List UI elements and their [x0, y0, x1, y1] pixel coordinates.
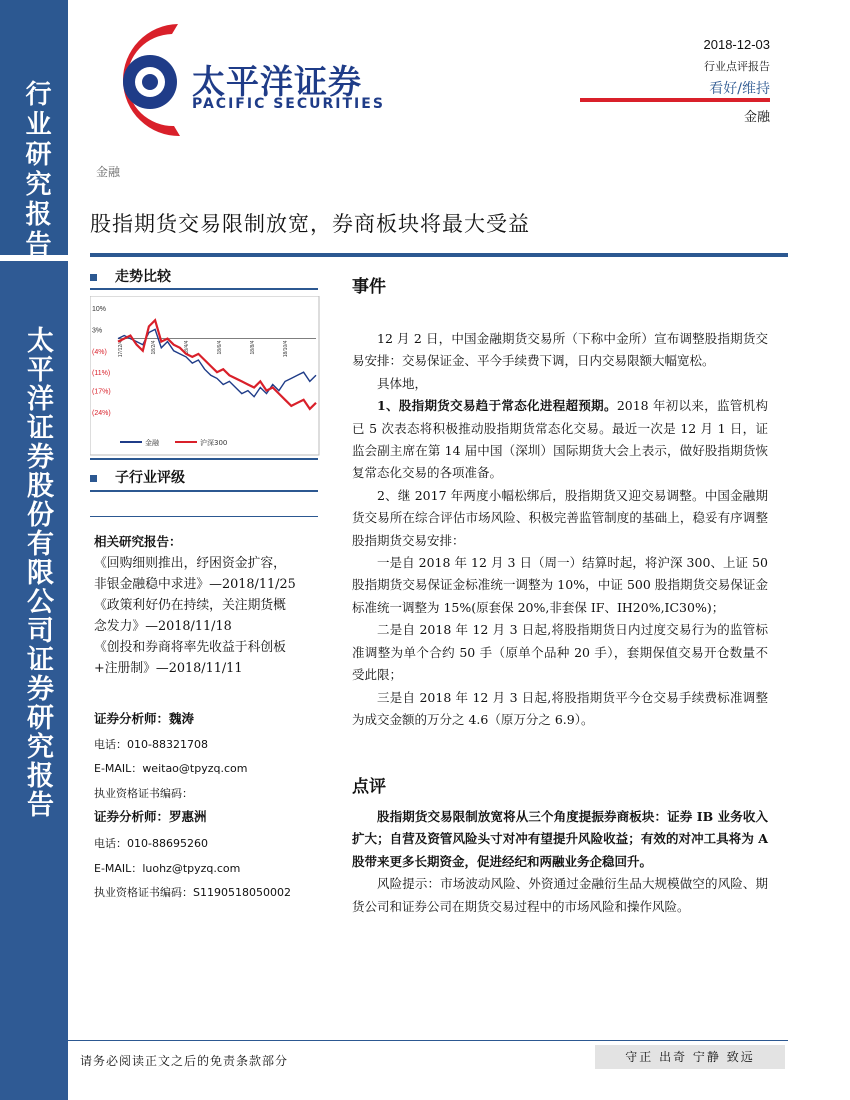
review-paragraph: 风险提示：市场波动风险、外资通过金融衍生品大规模做空的风险、期货公司和证券公司在期货交易过程中的市场风险和操作风险。	[352, 876, 768, 914]
y-tick-label: 10%	[92, 306, 107, 313]
header-red-rule	[580, 98, 770, 102]
related-item-line: 《回购细则推出，纾困资金扩容，	[94, 556, 286, 571]
series-line	[118, 320, 316, 409]
legend-label: 沪深300	[200, 439, 228, 447]
analyst-2-email-link[interactable]: luohz@tpyzq.com	[142, 862, 241, 875]
event-paragraph: 三是自 2018 年 12 月 3 日起,将股指期货平今仓交易手续费标准调整为成交金额的万分之 4.6（原万分之 6.9）。	[352, 689, 768, 727]
event-heading: 事件	[352, 277, 386, 297]
y-tick-label: (17%)	[92, 388, 111, 396]
trend-rule	[90, 288, 318, 290]
event-body	[352, 328, 768, 731]
trend-heading	[90, 266, 171, 286]
report-title: 股指期货交易限制放宽，券商板块将最大受益	[90, 212, 530, 236]
related-item[interactable]	[94, 637, 296, 679]
sector-label: 金融	[96, 165, 121, 179]
square-bullet-icon	[90, 475, 97, 482]
footer-motto: 守正 出奇 宁静 致远	[595, 1045, 785, 1069]
footer-disclaimer[interactable]: 请务必阅读正文之后的免责条款部分	[80, 1054, 289, 1068]
event-paragraph: 12 月 2 日，中国金融期货交易所（下称中金所）宣布调整股指期货交易安排：交易保证金、平今手续费下调，日内交易限额大幅宽松。	[352, 331, 768, 369]
related-item[interactable]	[94, 595, 296, 637]
brand-name-en: PACIFIC SECURITIES	[192, 96, 385, 112]
footer-rule	[68, 1040, 788, 1041]
y-tick-label: 3%	[92, 327, 103, 335]
review-body	[352, 806, 768, 918]
analyst-1-cert: 执业资格证书编码：	[94, 787, 193, 800]
analyst-1-phone: 电话：010-88321708	[94, 738, 208, 751]
analyst-1-role: 证券分析师：魏涛	[94, 711, 195, 726]
x-tick-label: 18/8/4	[250, 340, 256, 355]
event-paragraph: 1、股指期货交易趋于常态化进程超预期。2018 年初以来，监管机构已 5 次表态将积极推动股指期货常态化交易。最近一次是 12 月 1 日，证监会副主席在第 14 届中国（深圳）国际期货大会上表示，做好股指期货恢复常态化交易的各项准备。	[352, 398, 768, 481]
sub-rating-top-rule	[90, 458, 318, 460]
analyst-2-role: 证券分析师：罗惠洲	[94, 809, 207, 824]
sub-rating-heading	[90, 467, 185, 487]
analyst-1-name: 魏涛	[169, 711, 195, 726]
related-item-line: 非银金融稳中求进》—2018/11/25	[94, 577, 296, 592]
sub-rating-bottom-rule	[90, 490, 318, 492]
x-tick-label: 17/12/4	[118, 340, 124, 358]
event-paragraph: 一是自 2018 年 12 月 3 日（周一）结算时起，将沪深 300、上证 50 股指期货交易保证金标准统一调整为 10%，中证 500 股指期货交易保证金标准统一调整为 15%(原套保 20%,非套保 IF、IH20%,IC30%)；	[352, 555, 768, 615]
trend-chart	[90, 296, 320, 456]
trend-heading-text: 走势比较	[115, 269, 171, 285]
related-top-rule	[90, 516, 318, 517]
y-tick-label: (24%)	[92, 410, 111, 417]
event-paragraph: 2、继 2017 年两度小幅松绑后，股指期货又迎交易调整。中国金融期货交易所在综合评估市场风险、积极完善监管制度的基础上，稳妥有序调整股指期货交易安排：	[352, 487, 768, 548]
related-item-line: 念发力》—2018/11/18	[94, 619, 232, 634]
sidebar-company-label: 太平洋证券股份有限公司证券研究报告	[22, 326, 53, 819]
x-tick-label: 18/2/4	[151, 340, 157, 355]
analyst-1-email-link[interactable]: weitao@tpyzq.com	[142, 762, 248, 775]
analyst-1-email: E-MAIL：weitao@tpyzq.com	[94, 762, 248, 775]
analyst-2-cert: 执业资格证书编码：S1190518050002	[94, 886, 291, 899]
related-item[interactable]	[94, 553, 296, 595]
review-paragraph: 股指期货交易限制放宽将从三个角度提振券商板块：证券 IB 业务收入扩大；自营及资管风险头寸对冲有望提升风险收益；有效的对冲工具将为 A 股带来更多长期资金，促进经纪和两融业务企稳回升。	[352, 809, 768, 869]
related-item-line: 《创投和券商将率先收益于科创板	[94, 640, 286, 655]
series-line	[118, 329, 316, 396]
industry-rating: 看好/维持	[709, 81, 770, 97]
y-tick-label: (11%)	[92, 370, 111, 378]
related-heading: 相关研究报告：	[94, 534, 182, 549]
sub-rating-heading-text: 子行业评级	[115, 470, 185, 486]
analyst-2-email: E-MAIL：luohz@tpyzq.com	[94, 862, 241, 875]
related-list	[94, 553, 296, 679]
x-tick-label: 18/4/4	[184, 340, 190, 355]
sidebar-report-category: 行业研究报告	[21, 80, 51, 260]
review-heading: 点评	[352, 777, 386, 797]
x-tick-label: 18/10/4	[283, 340, 289, 358]
report-type: 行业点评报告	[704, 60, 770, 73]
analyst-2-name: 罗惠洲	[169, 809, 207, 824]
legend-label: 金融	[145, 439, 159, 447]
event-paragraph: 具体地，	[377, 375, 428, 391]
event-paragraph: 二是自 2018 年 12 月 3 日起,将股指期货日内过度交易行为的监管标准调整为单个合约 50 手（原单个品种 20 手），套期保值交易开仓数量不受此限；	[352, 622, 768, 683]
brand-name-cn: 太平洋证券	[192, 62, 362, 101]
title-rule	[90, 253, 788, 257]
square-bullet-icon	[90, 274, 97, 281]
report-date: 2018-12-03	[703, 37, 770, 52]
y-tick-label: (4%)	[92, 348, 107, 356]
industry-name: 金融	[743, 110, 770, 125]
x-tick-label: 18/6/4	[217, 340, 223, 355]
related-item-line: +注册制》—2018/11/11	[94, 661, 243, 676]
chart-frame	[90, 296, 319, 455]
analyst-2-phone: 电话：010-88695260	[94, 837, 208, 850]
related-item-line: 《政策利好仍在持续，关注期货概	[94, 598, 286, 613]
